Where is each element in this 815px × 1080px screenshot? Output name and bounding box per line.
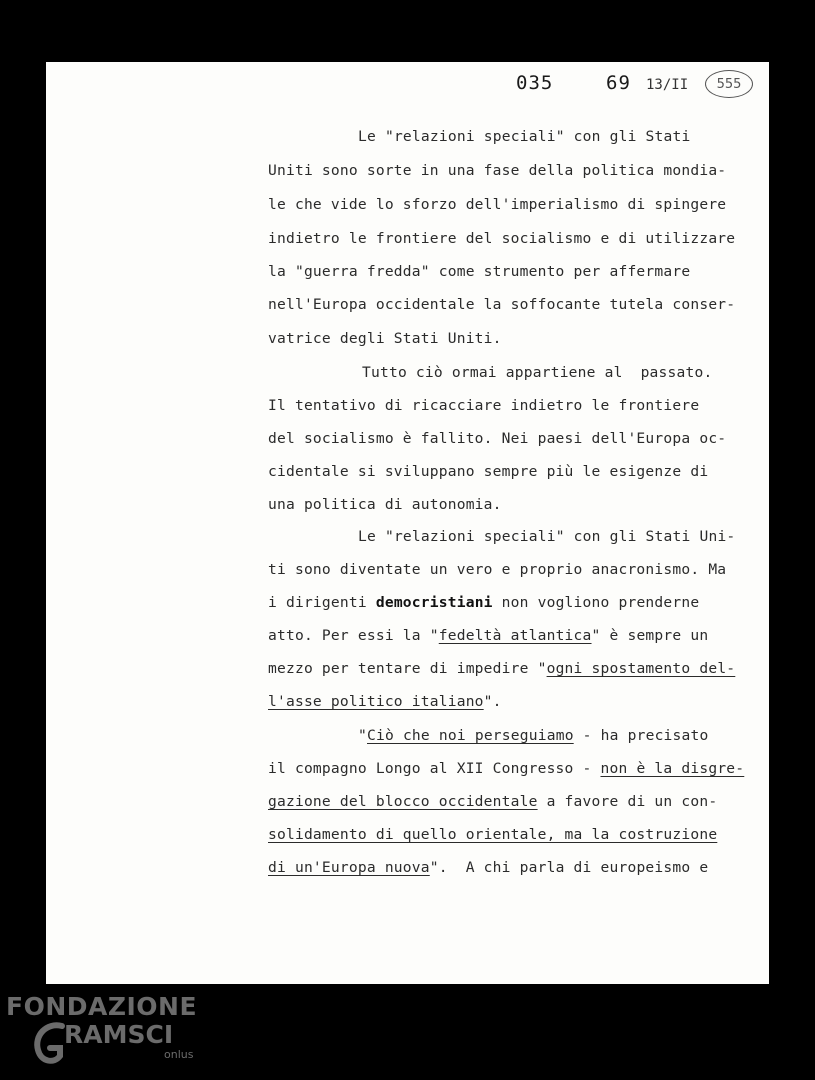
text-line: del socialismo è fallito. Nei paesi dell'Europa oc- bbox=[268, 430, 727, 447]
text-line: indietro le frontiere del socialismo e di utilizzare bbox=[268, 230, 736, 247]
circled-number: 555 bbox=[705, 70, 753, 98]
fondazione-gramsci-logo bbox=[4, 992, 204, 1072]
text-line: Il tentativo di ricacciare indietro le frontiere bbox=[268, 397, 700, 414]
underlined-text: di un'Europa nuova bbox=[268, 859, 430, 876]
text-line: nell'Europa occidentale la soffocante tutela conser- bbox=[268, 296, 736, 313]
underlined-text: Ciò che noi perseguiamo bbox=[367, 727, 574, 744]
text-line: mezzo per tentare di impedire "ogni spostamento del- bbox=[268, 660, 736, 677]
text-line: cidentale si sviluppano sempre più le esigenze di bbox=[268, 463, 709, 480]
underlined-text: non è la disgre- bbox=[600, 760, 745, 777]
text-line: atto. Per essi la "fedeltà atlantica" è sempre un bbox=[268, 627, 709, 644]
text-line: Tutto ciò ormai appartiene al passato. bbox=[362, 364, 713, 381]
underlined-text: solidamento di quello orientale, ma la costruzione bbox=[268, 826, 718, 843]
text-line: il compagno Longo al XII Congresso - non è la disgre- bbox=[268, 760, 745, 777]
folio-number: 69 bbox=[606, 72, 631, 94]
g-swoosh-icon bbox=[32, 1018, 66, 1068]
text-line: la "guerra fredda" come strumento per affermare bbox=[268, 263, 691, 280]
text-line: le che vide lo sforzo dell'imperialismo di spingere bbox=[268, 196, 727, 213]
reference-number: 13/II bbox=[646, 77, 689, 93]
text-line: l'asse politico italiano". bbox=[268, 693, 502, 710]
text-line: i dirigenti democristiani non vogliono prenderne bbox=[268, 594, 700, 611]
bold-word: democristiani bbox=[375, 594, 493, 611]
text-line bbox=[268, 826, 717, 843]
text-line: "Ciò che noi perseguiamo - ha precisato bbox=[358, 727, 709, 744]
underlined-text: gazione del blocco occidentale bbox=[268, 793, 538, 810]
logo-line1: FONDAZIONE bbox=[6, 992, 198, 1021]
underlined-text: l'asse politico italiano bbox=[268, 693, 484, 710]
text-line: una politica di autonomia. bbox=[268, 496, 502, 513]
underlined-text: ogni spostamento del- bbox=[546, 660, 736, 677]
logo-subtitle: onlus bbox=[164, 1048, 194, 1061]
text-line: Uniti sono sorte in una fase della politica mondia- bbox=[268, 162, 727, 179]
text-line: vatrice degli Stati Uniti. bbox=[268, 330, 502, 347]
text-line: gazione del blocco occidentale a favore di un con- bbox=[268, 793, 718, 810]
text-line: Le "relazioni speciali" con gli Stati Uni- bbox=[358, 528, 736, 545]
page-number: 035 bbox=[516, 72, 554, 94]
text-line: ti sono diventate un vero e proprio anacronismo. Ma bbox=[268, 561, 727, 578]
underlined-text: fedeltà atlantica bbox=[438, 627, 592, 644]
logo-line2: RAMSCI bbox=[64, 1020, 174, 1049]
text-line: Le "relazioni speciali" con gli Stati bbox=[358, 128, 691, 145]
text-line: di un'Europa nuova". A chi parla di europeismo e bbox=[268, 859, 709, 876]
